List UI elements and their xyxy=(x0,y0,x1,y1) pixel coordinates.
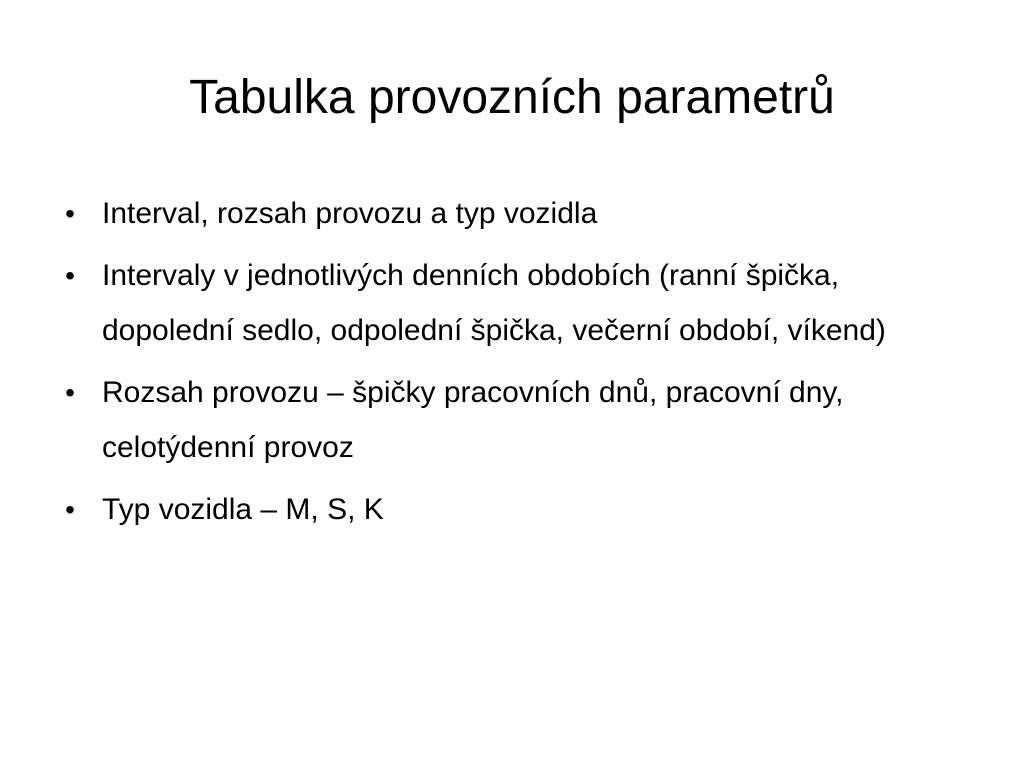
bullet-text: Rozsah provozu – špičky pracovních dnů, pracovní dny, celotýdenní provoz xyxy=(102,376,844,464)
bullet-item xyxy=(60,186,920,241)
bullet-text: Intervaly v jednotlivých denních obdobích (ranní špička, dopolední sedlo, odpolední špička, večerní období, víkend) xyxy=(102,259,886,347)
bullet-icon: • xyxy=(65,260,75,291)
bullet-item xyxy=(60,248,920,358)
bullet-icon: • xyxy=(65,494,75,525)
bullet-item xyxy=(60,365,920,475)
slide-title: Tabulka provozních parametrů xyxy=(189,71,835,124)
bullet-text: Typ vozidla – M, S, K xyxy=(102,493,384,526)
bullet-icon: • xyxy=(65,377,75,408)
bullet-text: Interval, rozsah provozu a typ vozidla xyxy=(102,197,598,230)
bullet-list xyxy=(60,186,920,544)
bullet-item xyxy=(60,482,920,537)
bullet-icon: • xyxy=(65,198,75,229)
